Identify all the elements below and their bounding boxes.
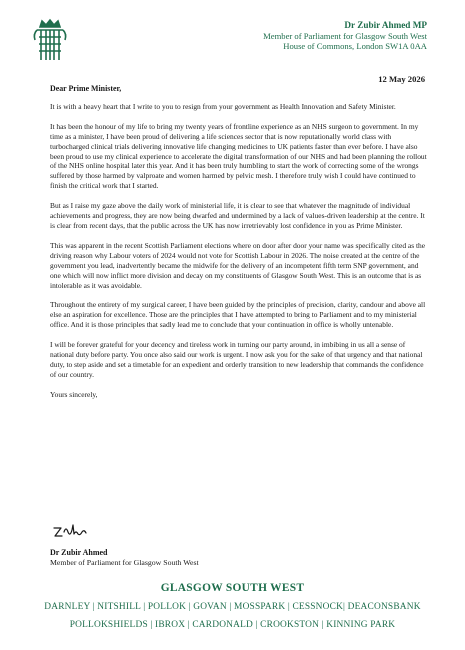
letterhead-address: House of Commons, London SW1A 0AA <box>283 41 427 52</box>
letter-body <box>50 84 430 410</box>
letterhead-role: Member of Parliament for Glasgow South West <box>263 30 427 41</box>
letterhead <box>167 20 427 52</box>
handwritten-signature-icon <box>52 522 92 542</box>
paragraph-1: It is with a heavy heart that I write to you to resign from your government as Health Innovation and Safety Minister. <box>50 101 396 111</box>
paragraph-6: I will be forever grateful for your decency and tireless work in turning our party around, in imbibing in us all a sense of national duty before party. You once also said our work is urgent. I now ask you for the sake of that urgency and that national duty, to step aside and set a timetable for an expedient and orderly transition to new leadership that commands the confidence of our country. <box>50 340 424 379</box>
closing: Yours sincerely, <box>50 389 98 399</box>
signoff-role: Member of Parliament for Glasgow South West <box>50 558 199 567</box>
footer-title: GLASGOW SOUTH WEST <box>160 582 305 594</box>
portcullis-crest-icon <box>32 18 68 62</box>
footer-areas-row-2: POLLOKSHIELDS | IBROX | CARDONALD | CROOKSTON | KINNING PARK <box>69 620 396 630</box>
footer-areas-row-1: DARNLEY | NITSHILL | POLLOK | GOVAN | MOSSPARK | CESSNOCK| DEACONSBANK <box>44 602 421 612</box>
paragraph-3: But as I raise my gaze above the daily work of ministerial life, it is clear to see that whatever the magnitude of individual achievements and progress, they are now being dwarfed and undermined by a lack of values-driven leadership at the centre. It is clear from recent days, that the public across the UK has now irretrievably lost confidence in you as Prime Minister. <box>50 201 425 230</box>
paragraph-5: Throughout the entirety of my surgical career, I have been guided by the principles of precision, clarity, candour and above all else an aspiration for excellence. Those are the principles that I have attempted to bring to Parliament and to my ministerial office. And it is those principles that sadly lead me to conclude that your continuation in office is wholly untenable. <box>50 300 426 330</box>
salutation: Dear Prime Minister, <box>50 84 122 93</box>
letterhead-name: Dr Zubir Ahmed MP <box>344 20 427 30</box>
letter-date: 12 May 2026 <box>378 74 425 84</box>
signoff-name: Dr Zubir Ahmed <box>50 548 108 557</box>
paragraph-2: It has been the honour of my life to bring my twenty years of frontline experience as an NHS surgeon to government. In my time as a minister, I have been proud of delivering a life sciences sector that is now reputationally world class with turbocharged clinical trials delivering innovative life changing medicines to UK patients faster than ever before. I have also been proud to use my clinical experience to accelerate the digital transformation of our NHS and had been planning the rollout of the NHS online hospital later this year. And it has been truly humbling to start the work of correcting some of the wrongs suffered by those harmed by valproate and women harmed by pelvic mesh. I therefore truly wish I could have continued to finish the critical work that I started. <box>50 121 427 191</box>
paragraph-4: This was apparent in the recent Scottish Parliament elections where on door after door your name was specifically cited as the driving reason why Labour voters of 2024 would not vote for Scottish Labour in 2026. The noise created at the centre of the government you lead, inadvertently became the midwife for the delivery of an incompetent fifth term SNP government, and one which will now inflict more division and decay on my constituents of Glasgow South West. This is an outcome that is as intolerable as it was avoidable. <box>50 240 426 290</box>
